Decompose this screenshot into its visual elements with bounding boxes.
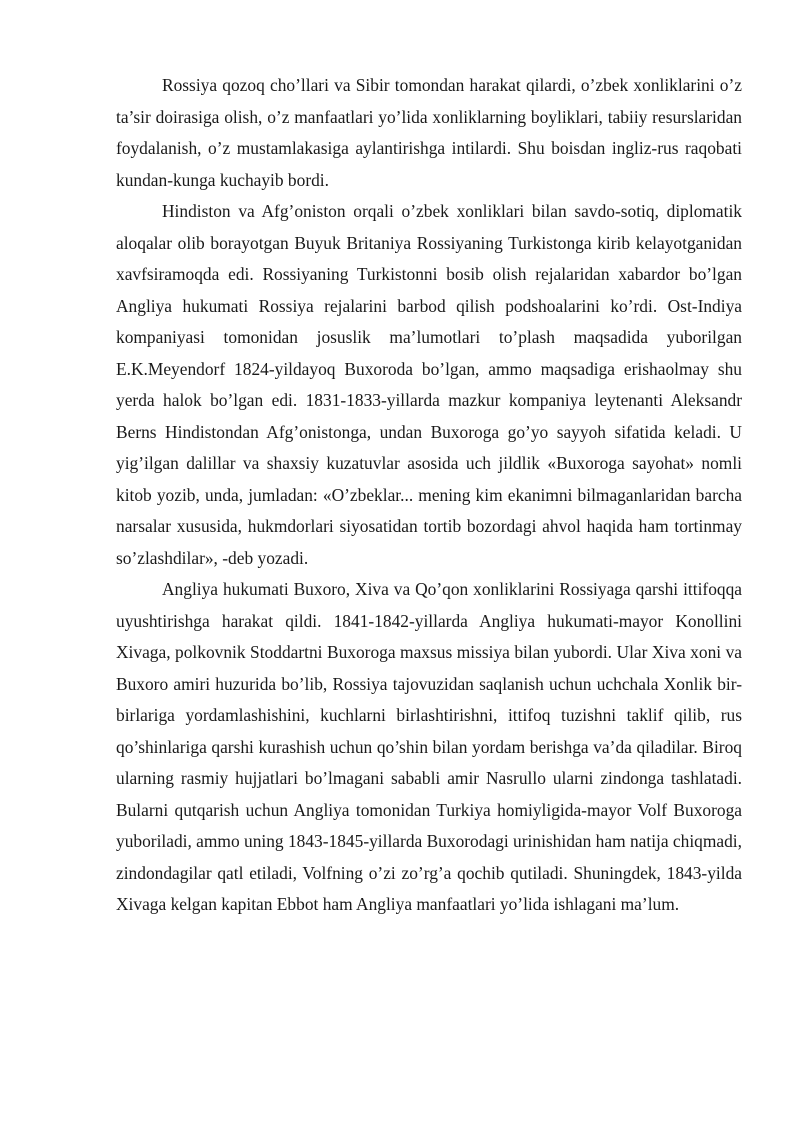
paragraph-2: Hindiston va Afg’oniston orqali o’zbek xonliklari bilan savdo-sotiq, diplomatik aloqalar olib borayotgan Buyuk Britaniya Rossiyaning Turkistonga kirib kelayotganidan xavfsiramoqda edi. Rossiyaning Turkistonni bosib olish rejalaridan xabardor bo’lgan Angliya hukumati Rossiya rejalarini barbod qilish podshoalarini ko’rdi. Ost-Indiya kompaniyasi tomonidan josuslik ma’lumotlari to’plash maqsadida yuborilgan E.K.Meyendorf 1824-yildayoq Buxoroda bo’lgan, ammo maqsadiga erishaolmay shu yerda halok bo’lgan edi. 1831-1833-yillarda mazkur kompaniya leytenanti Aleksandr Berns Hindistondan Afg’onistonga, undan Buxoroga go’yo sayyoh sifatida keladi. U yig’ilgan dalillar va shaxsiy kuzatuvlar asosida uch jildlik «Buxoroga sayohat» nomli kitob yozib, unda, jumladan: «O’zbeklar... mening kim ekanimni bilmaganlaridan barcha narsalar xususida, hukmdorlari siyosatidan tortib bozordagi ahvol haqida ham tortinmay so’zlashdilar», -deb yozadi. [116, 201, 742, 568]
document-page [116, 70, 742, 921]
paragraph-1: Rossiya qozoq cho’llari va Sibir tomondan harakat qilardi, o’zbek xonliklarini o’z ta’sir doirasiga olish, o’z manfaatlari yo’lida xonliklarning boyliklari, tabiiy resurslaridan foydalanish, o’z mustamlakasiga aylantirishga intilardi. Shu boisdan ingliz-rus raqobati kundan-kunga kuchayib bordi. [116, 75, 742, 190]
paragraph-3: Angliya hukumati Buxoro, Xiva va Qo’qon xonliklarini Rossiyaga qarshi ittifoqqa uyushtirishga harakat qildi. 1841-1842-yillarda Angliya hukumati-mayor Konollini Xivaga, polkovnik Stoddartni Buxoroga maxsus missiya bilan yubordi. Ular Xiva xoni va Buxoro amiri huzurida bo’lib, Rossiya tajovuzidan saqlanish uchun uchchala Xonlik bir-birlariga yordamlashishini, kuchlarni birlashtirishni, ittifoq tuzishni taklif qilib, rus qo’shinlariga qarshi kurashish uchun qo’shin bilan yordam berishga va’da qiladilar. Biroq ularning rasmiy hujjatlari bo’lmagani sababli amir Nasrullo ularni zindonga tashlatadi. Bularni qutqarish uchun Angliya tomonidan Turkiya homiyligida-mayor Volf Buxoroga yuboriladi, ammo uning 1843-1845-yillarda Buxorodagi urinishidan ham natija chiqmadi, zindondagilar qatl etiladi, Volfning o’zi zo’rg’a qochib qutiladi. Shuningdek, 1843-yilda Xivaga kelgan kapitan Ebbot ham Angliya manfaatlari yo’lida ishlagani ma’lum. [116, 579, 742, 914]
